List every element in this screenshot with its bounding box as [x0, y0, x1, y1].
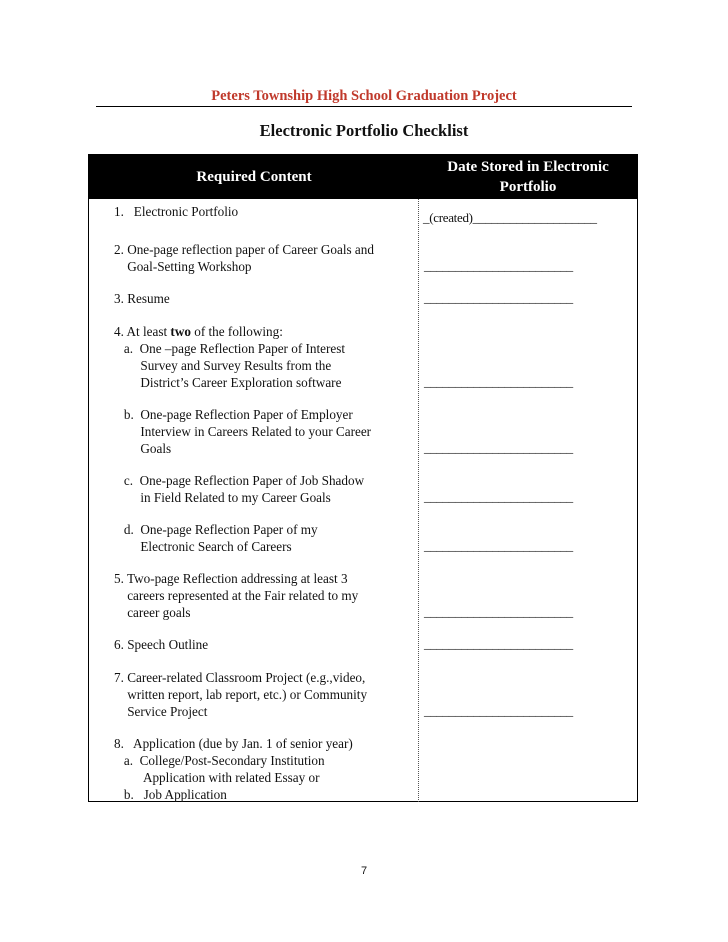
- school-title: Peters Township High School Graduation Project: [211, 88, 517, 104]
- date-line-created[interactable]: _(created)____________________: [423, 210, 597, 225]
- item-4d-line2: Electronic Search of Careers: [114, 539, 292, 554]
- date-line-6[interactable]: ________________________: [424, 636, 573, 651]
- item-8a-line2: Application with related Essay or: [114, 770, 320, 785]
- title-rule: [96, 106, 632, 107]
- item-4b-line3: Goals: [114, 441, 172, 456]
- item-4-line1: 4. At least two of the following:: [114, 324, 283, 339]
- date-line-4a[interactable]: ________________________: [424, 374, 573, 389]
- item-4-bold-two: two: [170, 324, 191, 339]
- item-1: 1. Electronic Portfolio: [114, 204, 239, 219]
- item-6: 6. Speech Outline: [114, 637, 209, 652]
- item-3: 3. Resume: [114, 291, 170, 306]
- date-line-3[interactable]: ________________________: [424, 290, 573, 305]
- item-7-line3: Service Project: [114, 704, 208, 719]
- item-2-line2: Goal-Setting Workshop: [114, 259, 252, 274]
- item-4c-line1: c. One-page Reflection Paper of Job Shadow: [114, 473, 365, 488]
- header-required-content: Required Content: [196, 168, 312, 185]
- item-4c-line2: in Field Related to my Career Goals: [114, 490, 331, 505]
- item-4b-line2: Interview in Careers Related to your Career: [114, 424, 372, 439]
- item-8-line1: 8. Application (due by Jan. 1 of senior year): [114, 736, 353, 751]
- item-8b: b. Job Application: [114, 787, 227, 802]
- item-5-line2: careers represented at the Fair related to my: [114, 588, 359, 603]
- item-8a-line1: a. College/Post-Secondary Institution: [114, 753, 325, 768]
- document-title: Electronic Portfolio Checklist: [259, 121, 469, 140]
- header-date-line2: Portfolio: [499, 179, 557, 195]
- item-5-line3: career goals: [114, 605, 191, 620]
- date-line-5[interactable]: ________________________: [424, 604, 573, 619]
- item-4d-line1: d. One-page Reflection Paper of my: [114, 522, 318, 537]
- table-header: [89, 155, 637, 199]
- date-line-4b[interactable]: ________________________: [424, 440, 573, 455]
- date-line-4d[interactable]: ________________________: [424, 538, 573, 553]
- date-line-2[interactable]: ________________________: [424, 258, 573, 273]
- item-7-line2: written report, lab report, etc.) or Community: [114, 687, 368, 702]
- item-4a-line2: Survey and Survey Results from the: [114, 358, 332, 373]
- item-4b-line1: b. One-page Reflection Paper of Employer: [114, 407, 353, 422]
- header-date-stored: [419, 157, 637, 197]
- item-7-line1: 7. Career-related Classroom Project (e.g.,video,: [114, 670, 366, 685]
- page-number: 7: [360, 865, 368, 877]
- item-2-line1: 2. One-page reflection paper of Career Goals and: [114, 242, 374, 257]
- date-line-4c[interactable]: ________________________: [424, 489, 573, 504]
- date-line-7[interactable]: ________________________: [424, 703, 573, 718]
- column-divider: [418, 199, 419, 802]
- item-5-line1: 5. Two-page Reflection addressing at least 3: [114, 571, 348, 586]
- item-4a-line3: District’s Career Exploration software: [114, 375, 342, 390]
- item-4a-line1: a. One –page Reflection Paper of Interest: [114, 341, 346, 356]
- header-date-line1: Date Stored in Electronic: [447, 159, 609, 175]
- item-4-rest: of the following:: [190, 324, 283, 339]
